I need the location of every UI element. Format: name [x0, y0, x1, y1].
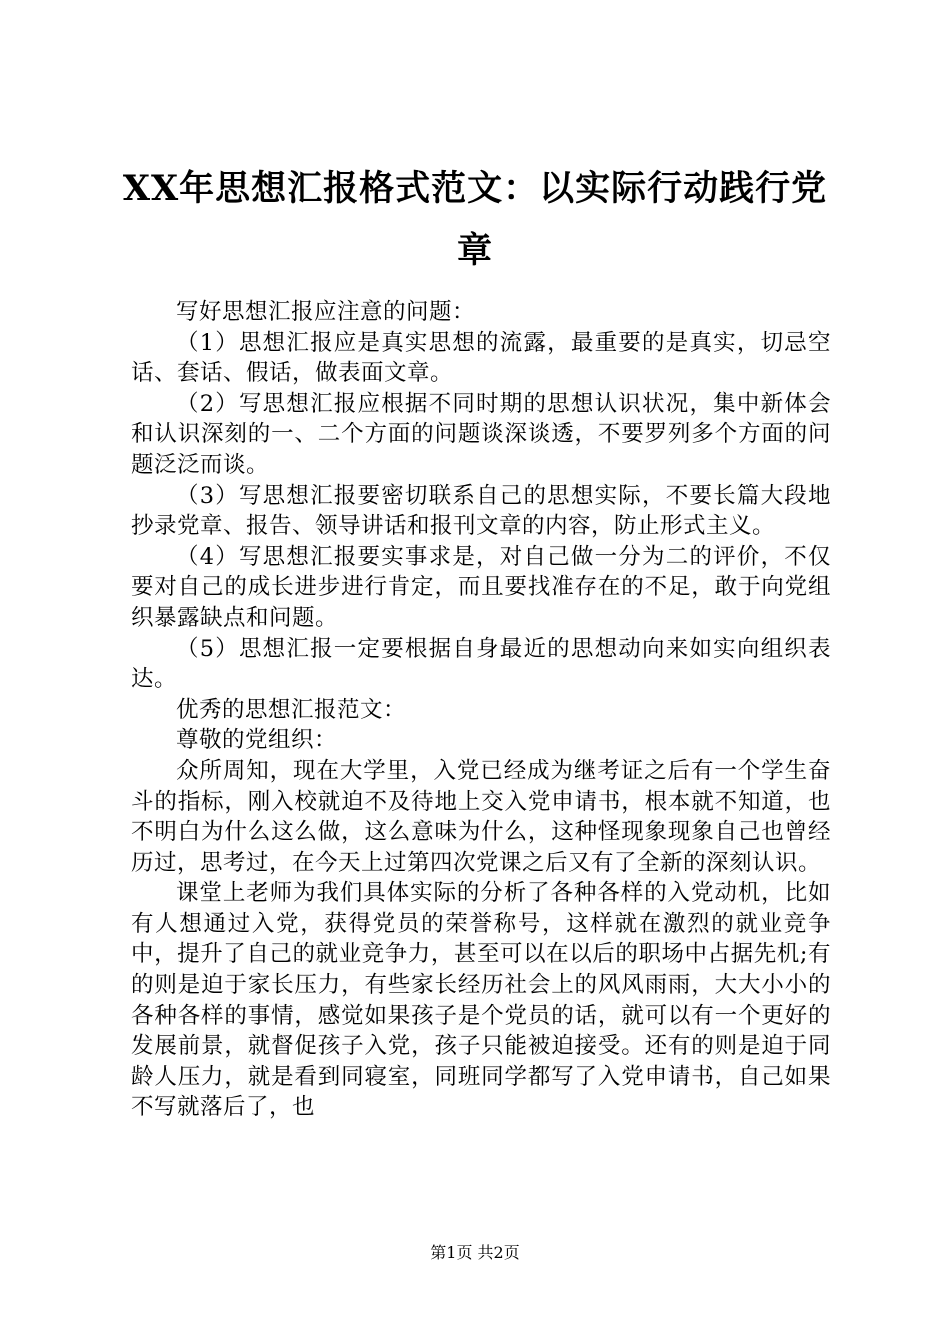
- paragraph: 优秀的思想汇报范文：: [176, 696, 407, 723]
- paragraph: 课堂上老师为我们具体实际的分析了各种各样的入党动机，比如有人想通过入党，获得党员的荣誉称号，这样就在激烈的就业竞争中，提升了自己的就业竞争力，甚至可以在以后的职场中占据先机;有的则是迫于家长压力，有些家长经历社会上的风风雨雨，大大小小的各种各样的事情，感觉如果孩子是个党员的话，就可以有一个更好的发展前景，就督促孩子入党，孩子只能被迫接受。还有的则是迫于同龄人压力，就是看到同寝室，同班同学都写了入党申请书，自己如果不写就落后了，也: [131, 880, 831, 1121]
- paragraph: 尊敬的党组织：: [176, 727, 338, 754]
- paragraph: （1）思想汇报应是真实思想的流露，最重要的是真实，切忌空话、套话、假话，做表面文章。: [131, 329, 831, 387]
- paragraph: （4）写思想汇报要实事求是，对自己做一分为二的评价，不仅要对自己的成长进步进行肯定，而且要找准存在的不足，敢于向党组织暴露缺点和问题。: [131, 543, 831, 631]
- paragraph: （5）思想汇报一定要根据自身最近的思想动向来如实向组织表达。: [131, 635, 831, 693]
- page-footer: 第1页 共2页: [430, 1243, 520, 1262]
- paragraph: （3）写思想汇报要密切联系自己的思想实际，不要长篇大段地抄录党章、报告、领导讲话和报刊文章的内容，防止形式主义。: [131, 482, 831, 540]
- document-title: XX年思想汇报格式范文：以实际行动践行党章: [122, 168, 828, 271]
- paragraph: 写好思想汇报应注意的问题：: [176, 299, 476, 325]
- paragraph: 众所周知，现在大学里，入党已经成为继考证之后有一个学生奋斗的指标，刚入校就迫不及待地上交入党申请书，根本就不知道，也不明白为什么这么做，这么意味为什么，这种怪现象现象自己也曾经历过，思考过，在今天上过第四次党课之后又有了全新的深刻认识。: [131, 757, 831, 876]
- document-body: [131, 297, 831, 1123]
- paragraph: （2）写思想汇报应根据不同时期的思想认识状况，集中新体会和认识深刻的一、二个方面的问题谈深谈透，不要罗列多个方面的问题泛泛而谈。: [131, 390, 831, 478]
